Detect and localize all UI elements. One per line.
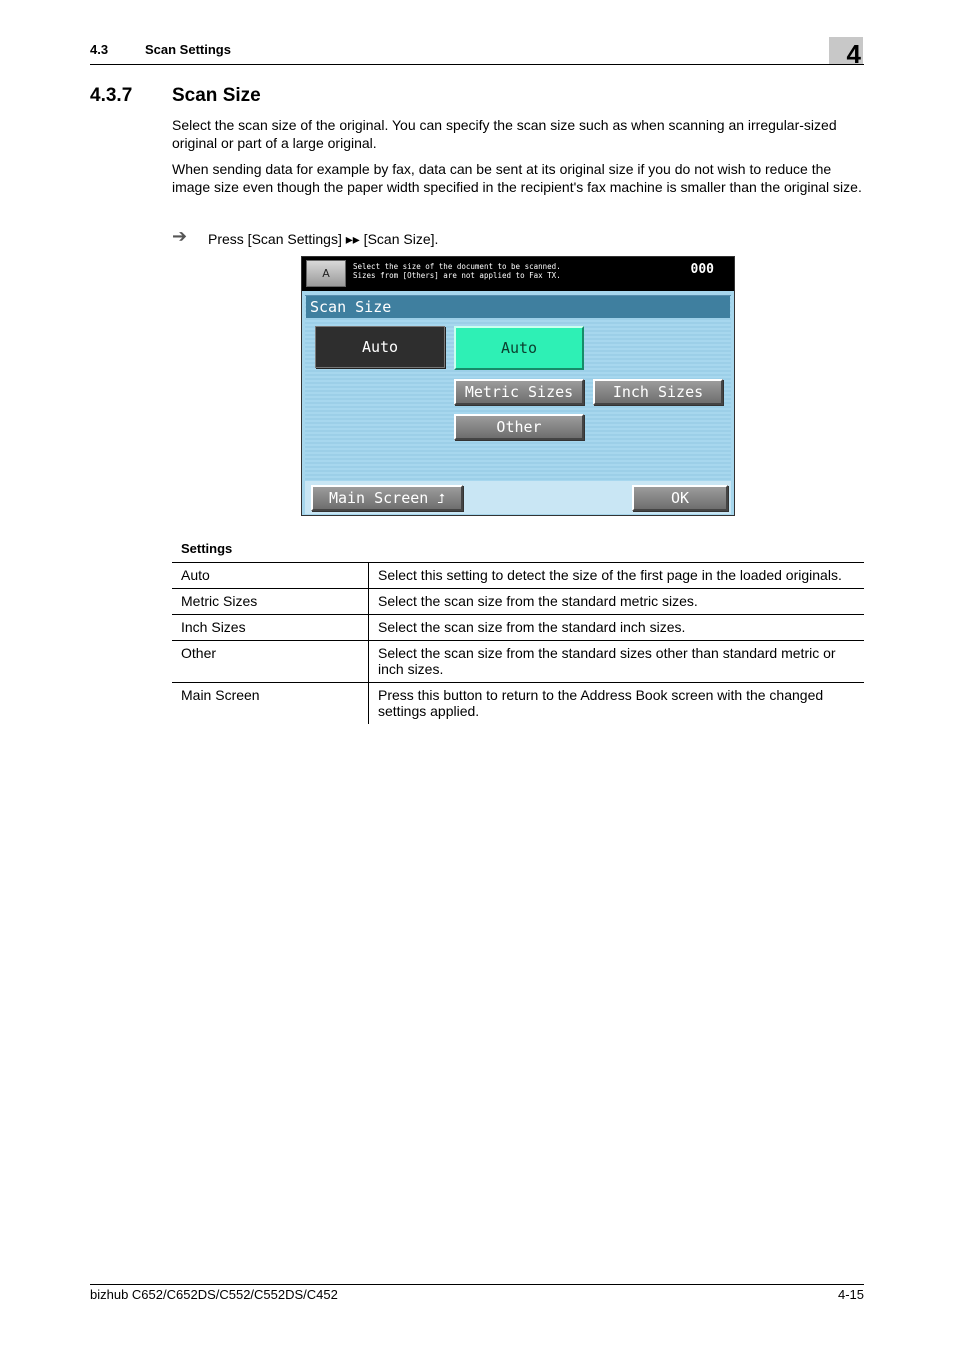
setting-description: Select the scan size from the standard inch sizes. <box>369 615 865 641</box>
section-number: 4.3 <box>90 42 109 57</box>
current-size-display: Auto <box>315 326 445 368</box>
panel-title: Scan Size <box>306 296 730 318</box>
page-number: 4-15 <box>837 1287 864 1302</box>
table-row <box>172 683 864 725</box>
table-row <box>172 563 864 589</box>
settings-label: Settings <box>181 541 233 556</box>
scanner-status-icon[interactable]: A <box>306 260 346 287</box>
message-bar <box>302 257 734 291</box>
step-arrow-icon: ➔ <box>172 226 188 246</box>
step-instruction: Press [Scan Settings] ▸▸ [Scan Size]. <box>208 231 439 247</box>
setting-name: Metric Sizes <box>172 589 369 615</box>
other-button[interactable]: Other <box>454 414 584 440</box>
return-arrow-icon: ⮥ <box>437 492 446 507</box>
setting-name: Other <box>172 641 369 683</box>
auto-button[interactable]: Auto <box>454 326 584 370</box>
heading-title: Scan Size <box>172 85 261 106</box>
ok-button[interactable]: OK <box>632 485 728 511</box>
copy-counter: 000 <box>690 262 714 277</box>
setting-description: Select the scan size from the standard metric sizes. <box>369 589 865 615</box>
section-title: Scan Settings <box>145 42 231 57</box>
intro-paragraph: Select the scan size of the original. You can specify the scan size such as when scanning an irregular-sized original or part of a large original. <box>172 117 837 151</box>
chapter-tab: 4 <box>829 37 863 64</box>
setting-name: Inch Sizes <box>172 615 369 641</box>
setting-name: Auto <box>172 563 369 589</box>
heading-number: 4.3.7 <box>90 85 133 106</box>
main-screen-label: Main Screen <box>328 489 429 507</box>
setting-description: Select the scan size from the standard sizes other than standard metric or inch sizes. <box>369 641 865 683</box>
screen-message: Select the size of the document to be scanned. Sizes from [Others] are not applied to Fax TX. <box>353 262 561 280</box>
fax-paragraph: When sending data for example by fax, data can be sent at its original size if you do not wish to reduce the image size even though the paper width specified in the recipient's fax machine is smaller than the original size. <box>172 161 862 195</box>
settings-table <box>172 562 864 724</box>
metric-sizes-button[interactable]: Metric Sizes <box>454 379 584 405</box>
header-rule <box>90 64 864 65</box>
table-row <box>172 589 864 615</box>
setting-description: Press this button to return to the Address Book screen with the changed settings applied. <box>369 683 865 725</box>
bottom-bar <box>305 481 731 514</box>
inch-sizes-button[interactable]: Inch Sizes <box>593 379 723 405</box>
main-screen-button[interactable] <box>311 485 463 511</box>
setting-name: Main Screen <box>172 683 369 725</box>
scan-size-screen <box>301 256 735 516</box>
setting-description: Select this setting to detect the size of the first page in the loaded originals. <box>369 563 865 589</box>
footer-rule <box>90 1284 864 1285</box>
scan-size-panel <box>305 295 731 514</box>
table-row <box>172 641 864 683</box>
table-row <box>172 615 864 641</box>
footer-model: bizhub C652/C652DS/C552/C552DS/C452 <box>90 1287 338 1302</box>
